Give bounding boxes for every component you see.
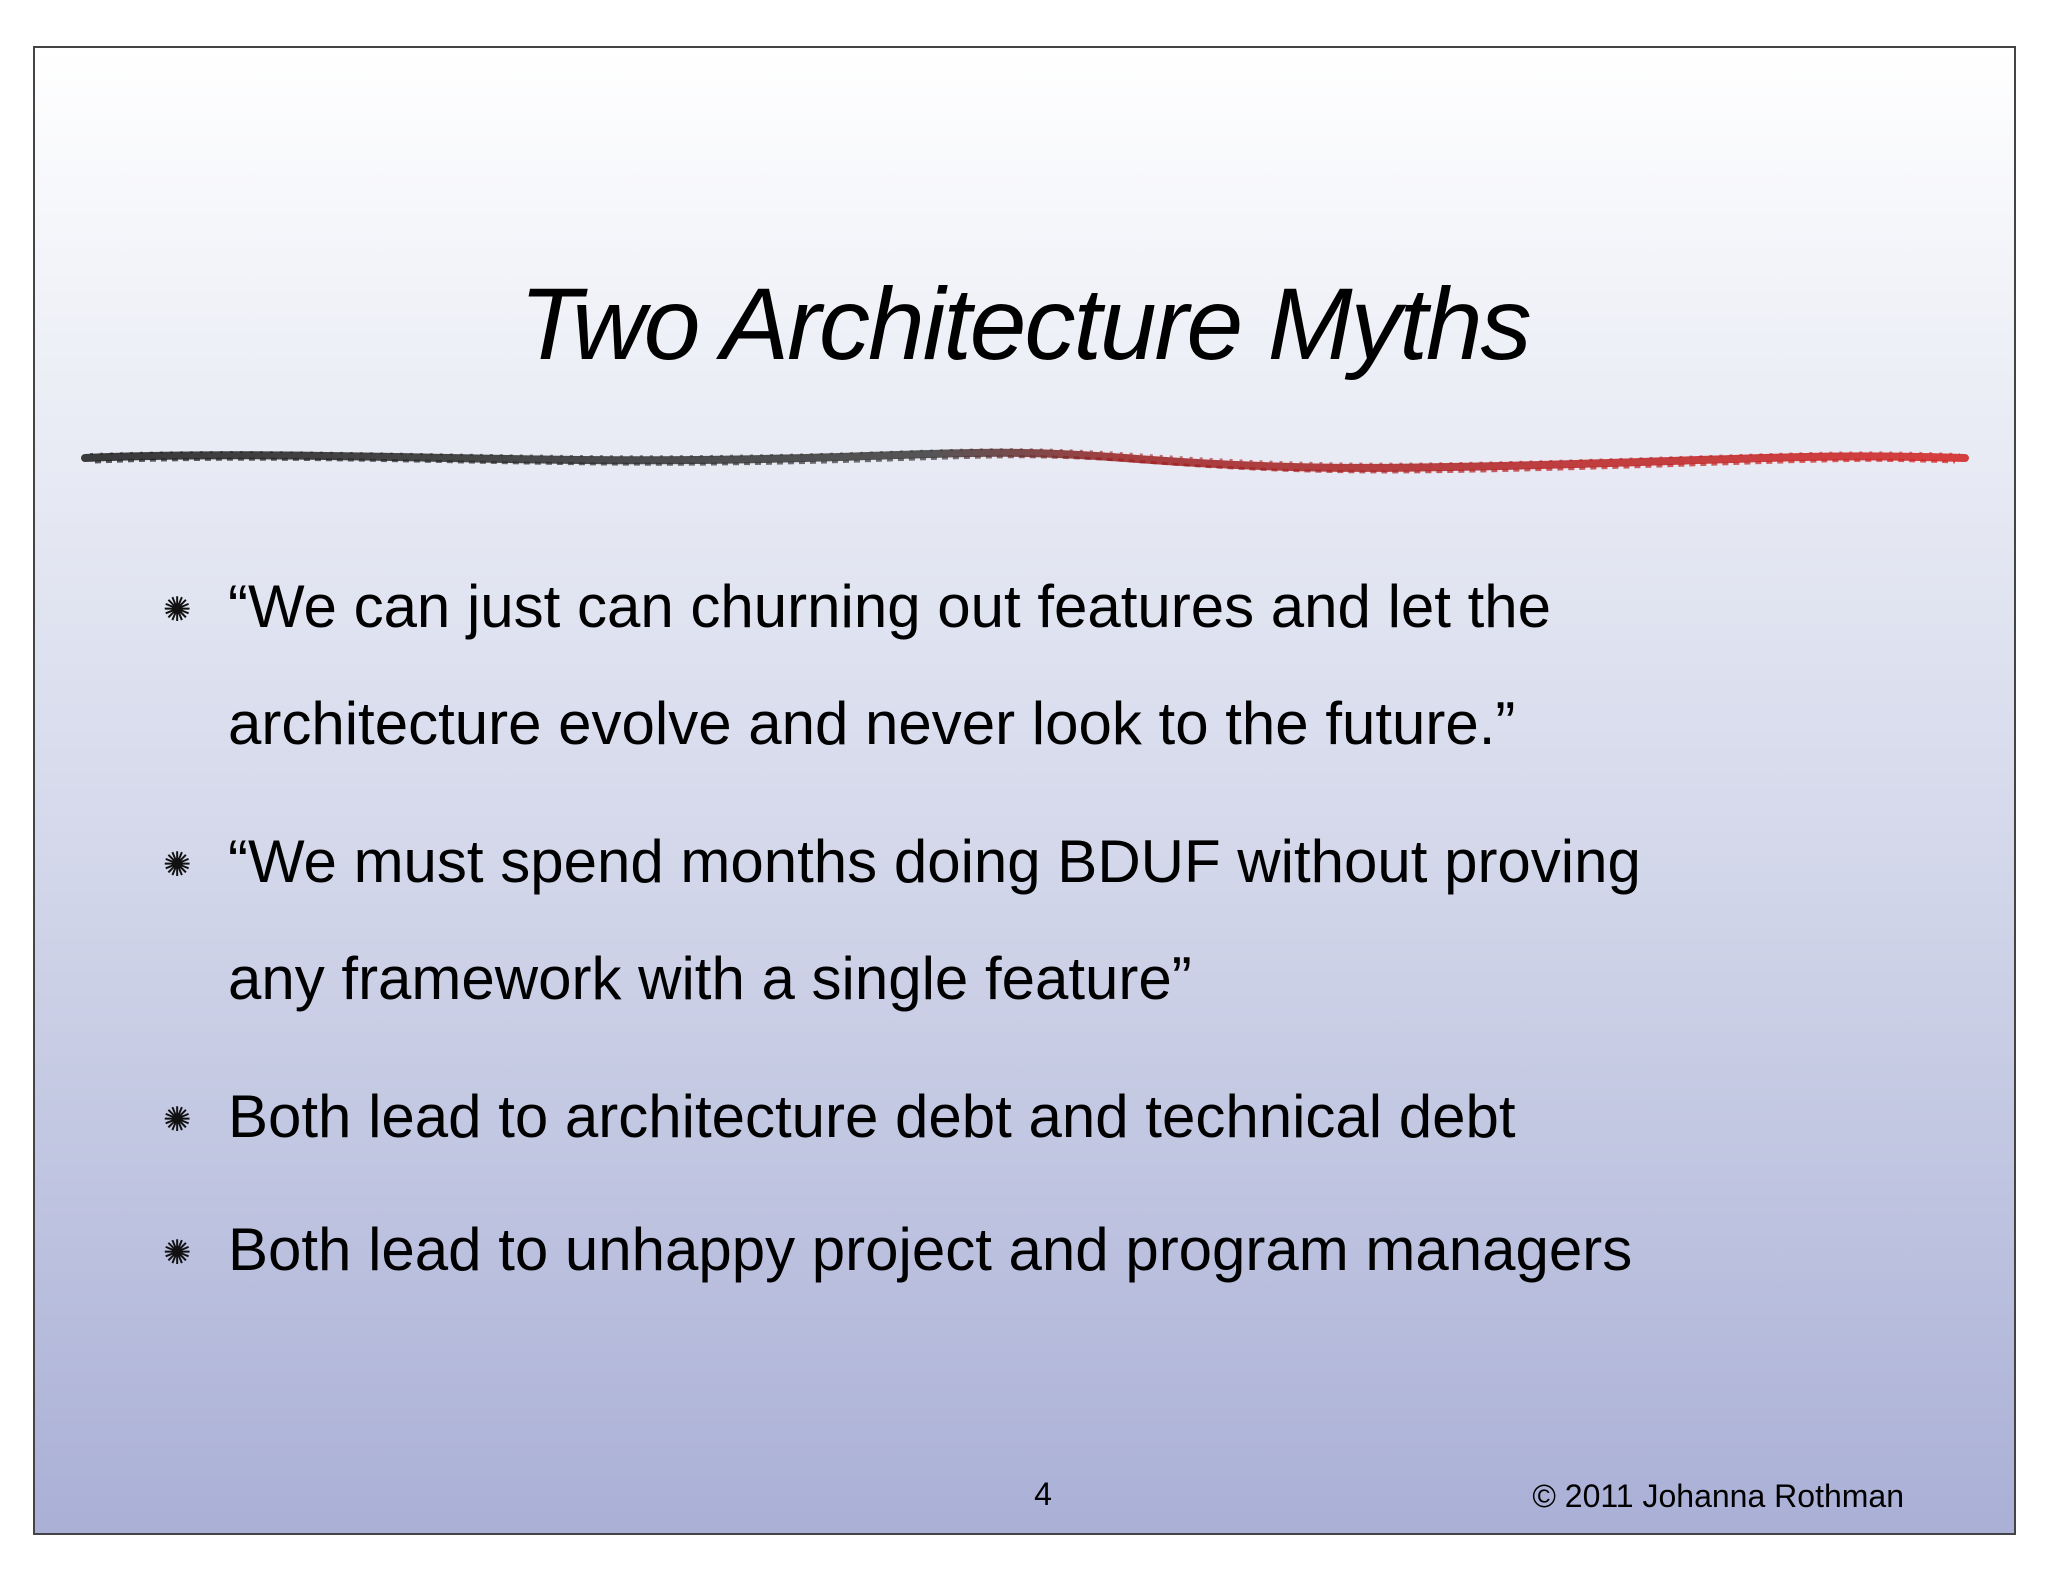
bullet-text — [228, 1191, 1928, 1308]
slide-title: Two Architecture Myths — [519, 267, 1530, 381]
page-number: 4 — [1034, 1476, 1052, 1512]
bullet-icon: ✺ — [163, 845, 192, 885]
brush-stroke-divider — [75, 440, 1975, 480]
bullet-text — [228, 548, 1928, 782]
bullet-icon: ✺ — [163, 1233, 192, 1273]
bullet-icon: ✺ — [163, 1100, 192, 1140]
slide — [33, 46, 2016, 1535]
bullet-icon: ✺ — [163, 590, 192, 630]
bullet-line: Both lead to architecture debt and technical debt — [228, 1083, 1516, 1150]
bullet-line: Both lead to unhappy project and program managers — [228, 1216, 1633, 1283]
bullet-line: architecture evolve and never look to the future.” — [228, 690, 1516, 757]
bullet-text — [228, 803, 1928, 1037]
bullet-line: “We must spend months doing BDUF without proving — [228, 828, 1641, 895]
bullet-line: any framework with a single feature” — [228, 945, 1192, 1012]
bullet-text — [228, 1058, 1928, 1175]
copyright-notice: © 2011 Johanna Rothman — [1532, 1478, 1904, 1514]
bullet-line: “We can just can churning out features and let the — [228, 573, 1552, 640]
